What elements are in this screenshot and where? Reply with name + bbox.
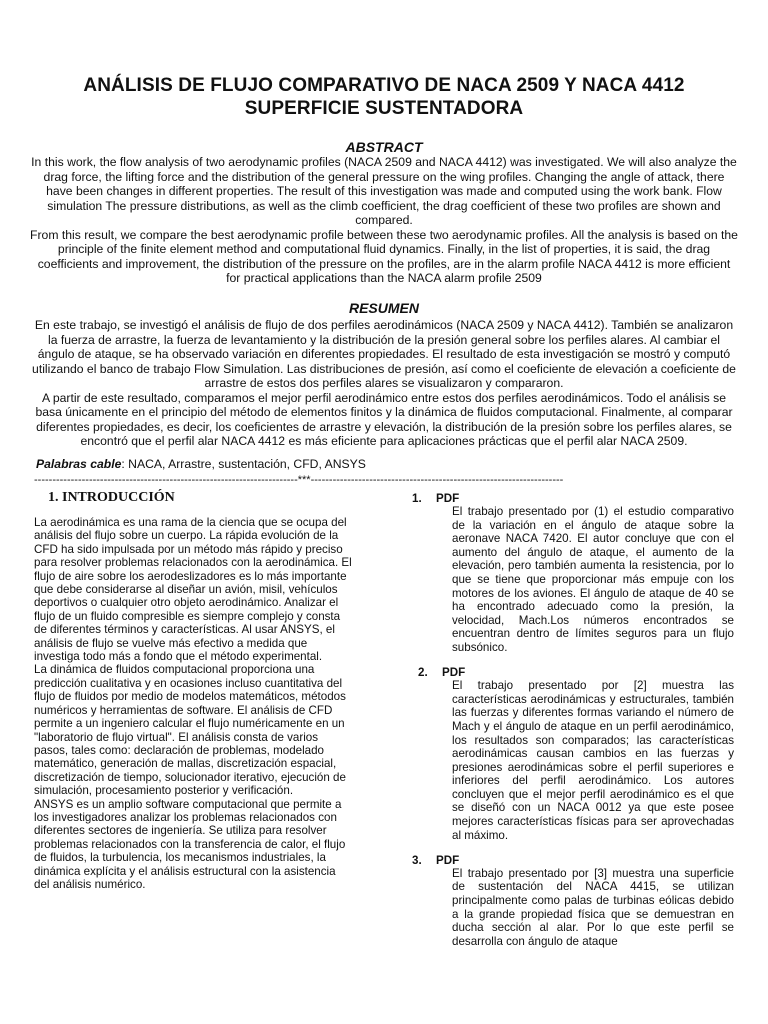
keywords [36,457,366,471]
pdf-item-label: PDF [436,492,460,505]
pdf-item-heading [412,854,734,867]
introduction-heading: 1. INTRODUCCIÓN [48,490,175,505]
pdf-item-heading [412,666,734,679]
abstract-paragraph: From this result, we compare the best aerodynamic profile between these two aerodynamic profiles. All the analysis is based on the principle of the finite element method and computational fluid dynamics. Finally, in the list of properties, it is said, the drag coefficients and improvement, the distribution of the pressure on the profiles, are in the alarm profile NACA 4412 is more efficient for practical applications than the NACA alarm profile 2509 [30,227,738,285]
paper-title: ANÁLISIS DE FLUJO COMPARATIVO DE NACA 2509 Y NACA 4412 SUPERFICIE SUSTENTADORA [83,75,685,119]
pdf-item-number: 1. [412,492,422,505]
resumen-body [30,318,738,449]
list-item [412,492,734,655]
introduction-paragraph: La dinámica de fluidos computacional proporciona una predicción cualitativa y en ocasiones incluso cuantitativa del flujo de fluidos por medio de modelos matemáticos, métodos numéricos y herramientas de software. El análisis de CFD permite a un ingeniero calcular el flujo numéricamente en un "laboratorio de flujo virtual". El análisis consta de varios pasos, tales como: declaración de problemas, modelado matemático, generación de mallas, discretización espacial, discretización de tiempo, solucionador iterativo, ejecución de simulación, procesamiento posterior y verificación. [34,663,346,798]
pdf-item-label: PDF [442,666,466,680]
resumen-paragraph: A partir de este resultado, comparamos el mejor perfil aerodinámico entre estos dos perfiles aerodinámicos. Todo el análisis se basa únicamente en el principio del método de elementos finitos y la dinámica de fluidos computacional. Finalmente, al comparar diferentes propiedades, es decir, los coeficientes de arrastre y elevación, la distribución de la presión sobre los perfiles alares, se encontró que el perfil alar NACA 4412 es más eficiente para aplicaciones prácticas que el perfil alar NACA 2509. [35,390,733,448]
introduction-paragraph: ANSYS es un amplio software computacional que permite a los investigadores analizar los problemas relacionados con diferentes sectores de ingeniería. Se utiliza para resolver problemas relacionados con la transferencia de calor, el flujo de fluidos, la turbulencia, los mecanismos industriales, la dinámica explícita y el análisis estructural con la asistencia del análisis numérico. [34,797,346,891]
pdf-item-label: PDF [436,853,460,867]
introduction-column [34,490,354,891]
pdf-item-number: 2. [418,666,428,680]
introduction-paragraph: La aerodinámica es una rama de la ciencia que se ocupa del análisis del flujo sobre un cuerpo. La rápida evolución de la CFD ha sido impulsada por un método más rápido y preciso para resolver problemas relacionados con la aerodinámica. El flujo de aire sobre los aerodeslizadores es lo más importante que debe considerarse al diseñar un avión, misil, vehículos deportivos o cualquier otro objeto aerodinámico. Analizar el flujo de un fluido compresible es siempre complejo y consta de diferentes términos y características. Al usar ANSYS, el análisis de flujo se vuelve más efectivo a medida que investiga todo más a fondo que el método experimental. [34,516,352,664]
abstract-paragraph: In this work, the flow analysis of two aerodynamic profiles (NACA 2509 and NACA 4412) was investigated. We will also analyze the drag force, the lifting force and the distribution of the general pressure on the wing profiles. Changing the angle of attack, there have been changes in different properties. The result of this investigation was made and computed using the work bank. Flow simulation The pressure distributions, as well as the climb coefficient, the drag coefficient of these two profiles are shown and compared. [31,155,737,227]
resumen-heading: RESUMEN [348,300,419,316]
pdf-item-text: El trabajo presentado por [2] muestra las características aerodinámicas y estructurales, también las fuerzas y diferentes formas variando el número de Mach y el ángulo de ataque en un perfil aerodinámico, los resultados son comparados; las características aerodinámicas causan cambios en las fuerzas y presiones aerodinámicas sobre el perfil superiores e inferiores del perfil aerodinámico. Los autores concluyen que el mejor perfil aerodinámico es el que se diseñó con un NACA 0012 ya que este posee mejores características físicas para ser aprovechadas al máximo. [452,679,734,842]
list-item [412,666,734,842]
section-separator: ------------------------------------------------------------------------***--------------------------------------------------------------------- [34,474,564,486]
pdf-item-text: El trabajo presentado por [3] muestra una superficie de sustentación del NACA 4415, se utilizan principalmente como palas de turbinas eólicas debido a la grande propiedad física que se demuestran en ducha sección al alar. Por lo que este perfil se desarrolla con ángulo de ataque [452,866,734,948]
resumen-paragraph: En este trabajo, se investigó el análisis de flujo de dos perfiles aerodinámicos (NACA 2509 y NACA 4412). También se analizaron la fuerza de arrastre, la fuerza de levantamiento y la distribución de la presión general sobre los perfiles alares. Al cambiar el ángulo de ataque, se ha observado variación en diferentes propiedades. El resultado de esta investigación se mostró y computó utilizando el banco de trabajo Flow Simulation. Las distribuciones de presión, así como el coeficiente de elevación a coeficiente de arrastre de estos dos perfiles alares se visualizaron y compararon. [32,318,736,390]
abstract-body [30,155,738,286]
keywords-value: : NACA, Arrastre, sustentación, CFD, ANSYS [121,457,366,471]
keywords-label: Palabras cable [36,457,122,471]
references-column [412,492,734,960]
pdf-item-heading [412,492,734,505]
abstract-heading: ABSTRACT [345,139,423,155]
pdf-item-text: El trabajo presentado por (1) el estudio comparativo de la variación en el ángulo de ataque sobre la aeronave NACA 7420. El autor concluye que con el aumento del ángulo de ataque, el aumento de la elevación, pero también aumenta la resistencia, por lo que se tiene que proporcionar más empuje con los motores de los aviones. El ángulo de ataque de 40 se ha encontrado adecuado como la presión, la velocidad, Mach.Los números encontrados se encuentran dentro de límites seguros para un flujo subsónico. [452,505,734,654]
list-item [412,854,734,949]
pdf-item-number: 3. [412,853,422,867]
